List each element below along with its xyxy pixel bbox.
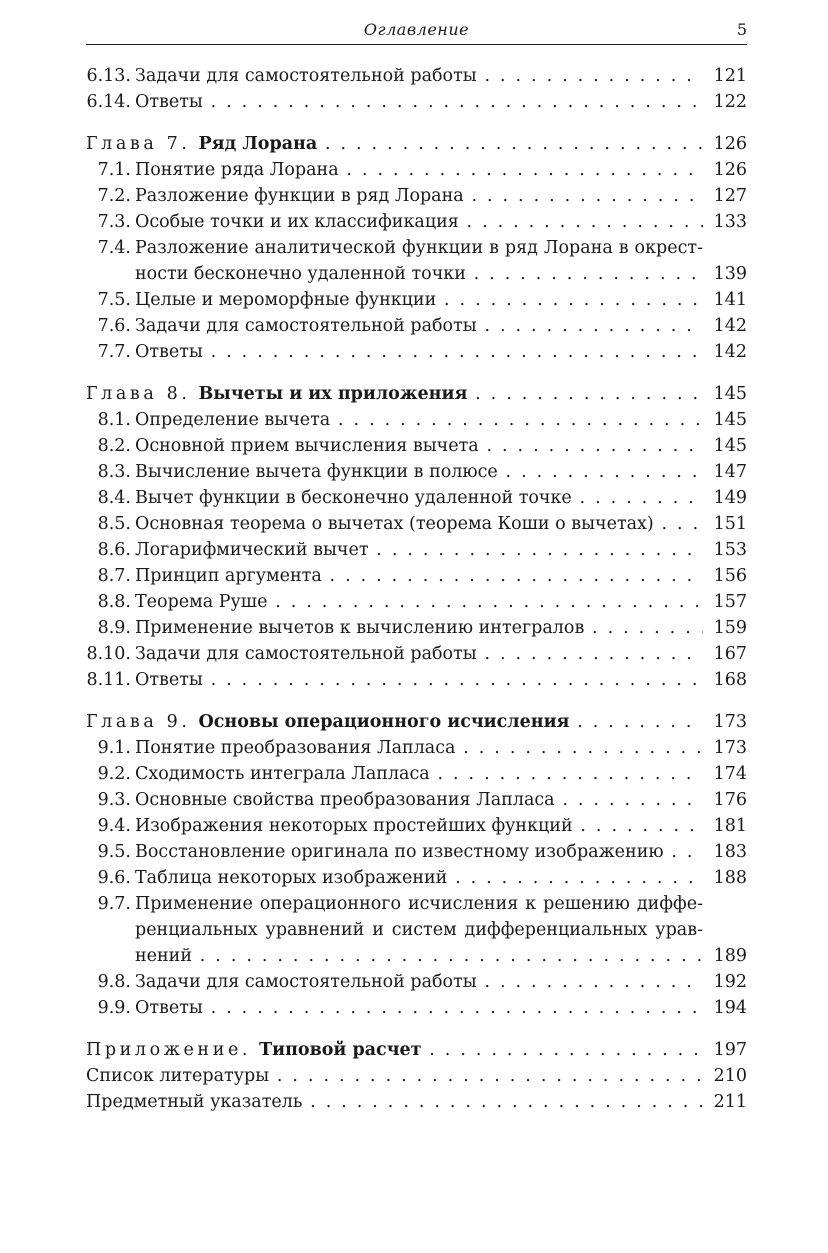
section-number: 9.5. bbox=[97, 842, 131, 862]
section-number: 8.8. bbox=[97, 592, 131, 612]
toc-index[interactable] bbox=[86, 1089, 747, 1115]
section-number: 8.11. bbox=[86, 670, 131, 690]
page-ref: 126 bbox=[713, 160, 747, 180]
toc-entry-7-5[interactable] bbox=[86, 287, 747, 313]
page-ref: 174 bbox=[713, 764, 747, 784]
page-ref: 149 bbox=[713, 488, 747, 508]
section-title bbox=[135, 235, 703, 287]
page-ref: 141 bbox=[713, 290, 747, 310]
chapter-title: Глава 7. Ряд Лорана . . . bbox=[86, 131, 703, 157]
toc-entry-9-8[interactable] bbox=[86, 969, 747, 995]
section-title: Задачи для самостоятельной работы . . . bbox=[135, 63, 703, 89]
section-title bbox=[135, 891, 703, 969]
section-title: Ответы . . . bbox=[135, 89, 703, 115]
section-number: 8.1. bbox=[97, 410, 131, 430]
section-number: 9.3. bbox=[97, 790, 131, 810]
toc-entry-9-2[interactable] bbox=[86, 761, 747, 787]
page-ref: 188 bbox=[713, 868, 747, 888]
running-header bbox=[86, 18, 747, 45]
section-number: 9.7. bbox=[97, 894, 131, 914]
section-title: Задачи для самостоятельной работы . . . bbox=[135, 641, 703, 667]
page-ref: 121 bbox=[713, 66, 747, 86]
toc-entry-9-5[interactable] bbox=[86, 839, 747, 865]
page-ref: 168 bbox=[713, 670, 747, 690]
page-ref: 173 bbox=[713, 738, 747, 758]
toc-entry-9-4[interactable] bbox=[86, 813, 747, 839]
title-line-2: ности бесконечно удаленной точки . . . bbox=[135, 261, 703, 287]
page-ref: 183 bbox=[713, 842, 747, 862]
toc-entry-8-6[interactable] bbox=[86, 537, 747, 563]
section-number: 8.2. bbox=[97, 436, 131, 456]
toc-entry-8-11[interactable] bbox=[86, 667, 747, 693]
title-line-3: нений . . . bbox=[135, 943, 703, 969]
page-ref: 127 bbox=[713, 186, 747, 206]
section-title: Ответы . . . bbox=[135, 667, 703, 693]
chapter-title: Глава 9. Основы операционного исчисления . . . bbox=[86, 709, 703, 735]
section-title: Задачи для самостоятельной работы . . . bbox=[135, 313, 703, 339]
appendix-title: Приложение. Типовой расчет . . . bbox=[86, 1037, 703, 1063]
section-number: 6.14. bbox=[86, 92, 131, 112]
page-ref: 139 bbox=[713, 264, 747, 284]
toc-appendix[interactable] bbox=[86, 1037, 747, 1063]
section-title: Ответы . . . bbox=[135, 339, 703, 365]
page-ref: 173 bbox=[713, 712, 747, 732]
appendix-label: Приложение. bbox=[86, 1040, 252, 1060]
header-page-number: 5 bbox=[736, 20, 747, 39]
section-title: Восстановление оригинала по известному изображению . . . bbox=[135, 839, 703, 865]
section-title: Основные свойства преобразования Лапласа . . . bbox=[135, 787, 703, 813]
section-title: Применение вычетов к вычислению интегралов . . . bbox=[135, 615, 703, 641]
section-number: 9.6. bbox=[97, 868, 131, 888]
section-title: Особые точки и их классификация . . . bbox=[135, 209, 703, 235]
toc-chapter-8[interactable] bbox=[86, 381, 747, 407]
toc-entry-9-9[interactable] bbox=[86, 995, 747, 1021]
toc-entry-7-1[interactable] bbox=[86, 157, 747, 183]
page-ref: 133 bbox=[713, 212, 747, 232]
page-ref: 197 bbox=[713, 1040, 747, 1060]
page-ref: 142 bbox=[713, 342, 747, 362]
section-title: Вычет функции в бесконечно удаленной точке . . . bbox=[135, 485, 703, 511]
section-title: Таблица некоторых изображений . . . bbox=[135, 865, 703, 891]
page-ref: 142 bbox=[713, 316, 747, 336]
toc-entry-8-5[interactable] bbox=[86, 511, 747, 537]
section-number: 7.1. bbox=[97, 160, 131, 180]
toc-entry-8-10[interactable] bbox=[86, 641, 747, 667]
toc-entry-7-3[interactable] bbox=[86, 209, 747, 235]
section-title: Понятие ряда Лорана . . . bbox=[135, 157, 703, 183]
toc-chapter-9[interactable] bbox=[86, 709, 747, 735]
section-number: 7.3. bbox=[97, 212, 131, 232]
section-number: 6.13. bbox=[86, 66, 131, 86]
page-ref: 156 bbox=[713, 566, 747, 586]
section-number: 8.3. bbox=[97, 462, 131, 482]
page-ref: 153 bbox=[713, 540, 747, 560]
toc-bibliography[interactable] bbox=[86, 1063, 747, 1089]
section-number: 7.4. bbox=[97, 238, 131, 258]
page-ref: 211 bbox=[713, 1092, 747, 1112]
bibliography-title: Список литературы . . . bbox=[86, 1063, 703, 1089]
toc-entry-9-3[interactable] bbox=[86, 787, 747, 813]
section-title: Вычисление вычета функции в полюсе . . . bbox=[135, 459, 703, 485]
page-ref: 145 bbox=[713, 410, 747, 430]
toc-entry-8-9[interactable] bbox=[86, 615, 747, 641]
section-number: 9.2. bbox=[97, 764, 131, 784]
section-number: 8.7. bbox=[97, 566, 131, 586]
page-ref: 151 bbox=[713, 514, 747, 534]
section-title: Понятие преобразования Лапласа . . . bbox=[135, 735, 703, 761]
toc-entry-7-4[interactable] bbox=[86, 235, 747, 287]
title-line-1: Разложение аналитической функции в ряд Лорана в окрест- bbox=[135, 238, 703, 258]
header-title: Оглавление bbox=[363, 20, 470, 39]
page-ref: 157 bbox=[713, 592, 747, 612]
toc-entry-6-14[interactable] bbox=[86, 89, 747, 115]
section-number: 9.4. bbox=[97, 816, 131, 836]
section-number: 7.2. bbox=[97, 186, 131, 206]
section-title: Логарифмический вычет . . . bbox=[135, 537, 703, 563]
toc-entry-9-7[interactable] bbox=[86, 891, 747, 969]
page-ref: 176 bbox=[713, 790, 747, 810]
toc-entry-8-4[interactable] bbox=[86, 485, 747, 511]
section-number: 8.6. bbox=[97, 540, 131, 560]
toc-entry-6-13[interactable] bbox=[86, 63, 747, 89]
page-ref: 145 bbox=[713, 436, 747, 456]
toc-entry-7-2[interactable] bbox=[86, 183, 747, 209]
section-title: Сходимость интеграла Лапласа . . . bbox=[135, 761, 703, 787]
index-title: Предметный указатель . . . bbox=[86, 1089, 703, 1115]
title-line-1: Применение операционного исчисления к решению диффе- bbox=[135, 894, 703, 914]
section-number: 8.9. bbox=[97, 618, 131, 638]
toc-entry-8-1[interactable] bbox=[86, 407, 747, 433]
page-ref: 194 bbox=[713, 998, 747, 1018]
page-ref: 122 bbox=[713, 92, 747, 112]
chapter-label: Глава 8. bbox=[86, 384, 191, 404]
section-title: Теорема Руше . . . bbox=[135, 589, 703, 615]
section-number: 7.6. bbox=[97, 316, 131, 336]
section-number: 7.5. bbox=[97, 290, 131, 310]
section-title: Разложение функции в ряд Лорана . . . bbox=[135, 183, 703, 209]
section-title: Изображения некоторых простейших функций . . . bbox=[135, 813, 703, 839]
section-title: Задачи для самостоятельной работы . . . bbox=[135, 969, 703, 995]
page-ref: 210 bbox=[713, 1066, 747, 1086]
section-number: 8.4. bbox=[97, 488, 131, 508]
section-number: 9.8. bbox=[97, 972, 131, 992]
page-ref: 147 bbox=[713, 462, 747, 482]
section-number: 8.5. bbox=[97, 514, 131, 534]
toc-entry-8-8[interactable] bbox=[86, 589, 747, 615]
page-ref: 189 bbox=[713, 946, 747, 966]
section-title: Принцип аргумента . . . bbox=[135, 563, 703, 589]
section-title: Целые и мероморфные функции . . . bbox=[135, 287, 703, 313]
toc-entry-7-7[interactable] bbox=[86, 339, 747, 365]
page-ref: 181 bbox=[713, 816, 747, 836]
toc-entry-9-1[interactable] bbox=[86, 735, 747, 761]
chapter-label: Глава 9. bbox=[86, 712, 191, 732]
chapter-title: Глава 8. Вычеты и их приложения . . . bbox=[86, 381, 703, 407]
section-title: Основная теорема о вычетах (теорема Коши о вычетах) . . . bbox=[135, 511, 703, 537]
toc-entry-8-2[interactable] bbox=[86, 433, 747, 459]
page-ref: 126 bbox=[713, 134, 747, 154]
toc-chapter-7[interactable] bbox=[86, 131, 747, 157]
section-number: 8.10. bbox=[86, 644, 131, 664]
title-line-2: ренциальных уравнений и систем дифференциальных урав- bbox=[135, 920, 703, 940]
toc-entry-8-3[interactable] bbox=[86, 459, 747, 485]
section-title: Основной прием вычисления вычета . . . bbox=[135, 433, 703, 459]
section-title: Определение вычета . . . bbox=[135, 407, 703, 433]
section-number: 7.7. bbox=[97, 342, 131, 362]
toc-entry-9-6[interactable] bbox=[86, 865, 747, 891]
section-number: 9.9. bbox=[97, 998, 131, 1018]
page-ref: 145 bbox=[713, 384, 747, 404]
chapter-label: Глава 7. bbox=[86, 134, 191, 154]
page-ref: 167 bbox=[713, 644, 747, 664]
page-ref: 159 bbox=[713, 618, 747, 638]
section-number: 9.1. bbox=[97, 738, 131, 758]
toc-entry-8-7[interactable] bbox=[86, 563, 747, 589]
table-of-contents bbox=[86, 63, 747, 1115]
page-ref: 192 bbox=[713, 972, 747, 992]
toc-entry-7-6[interactable] bbox=[86, 313, 747, 339]
section-title: Ответы . . . bbox=[135, 995, 703, 1021]
